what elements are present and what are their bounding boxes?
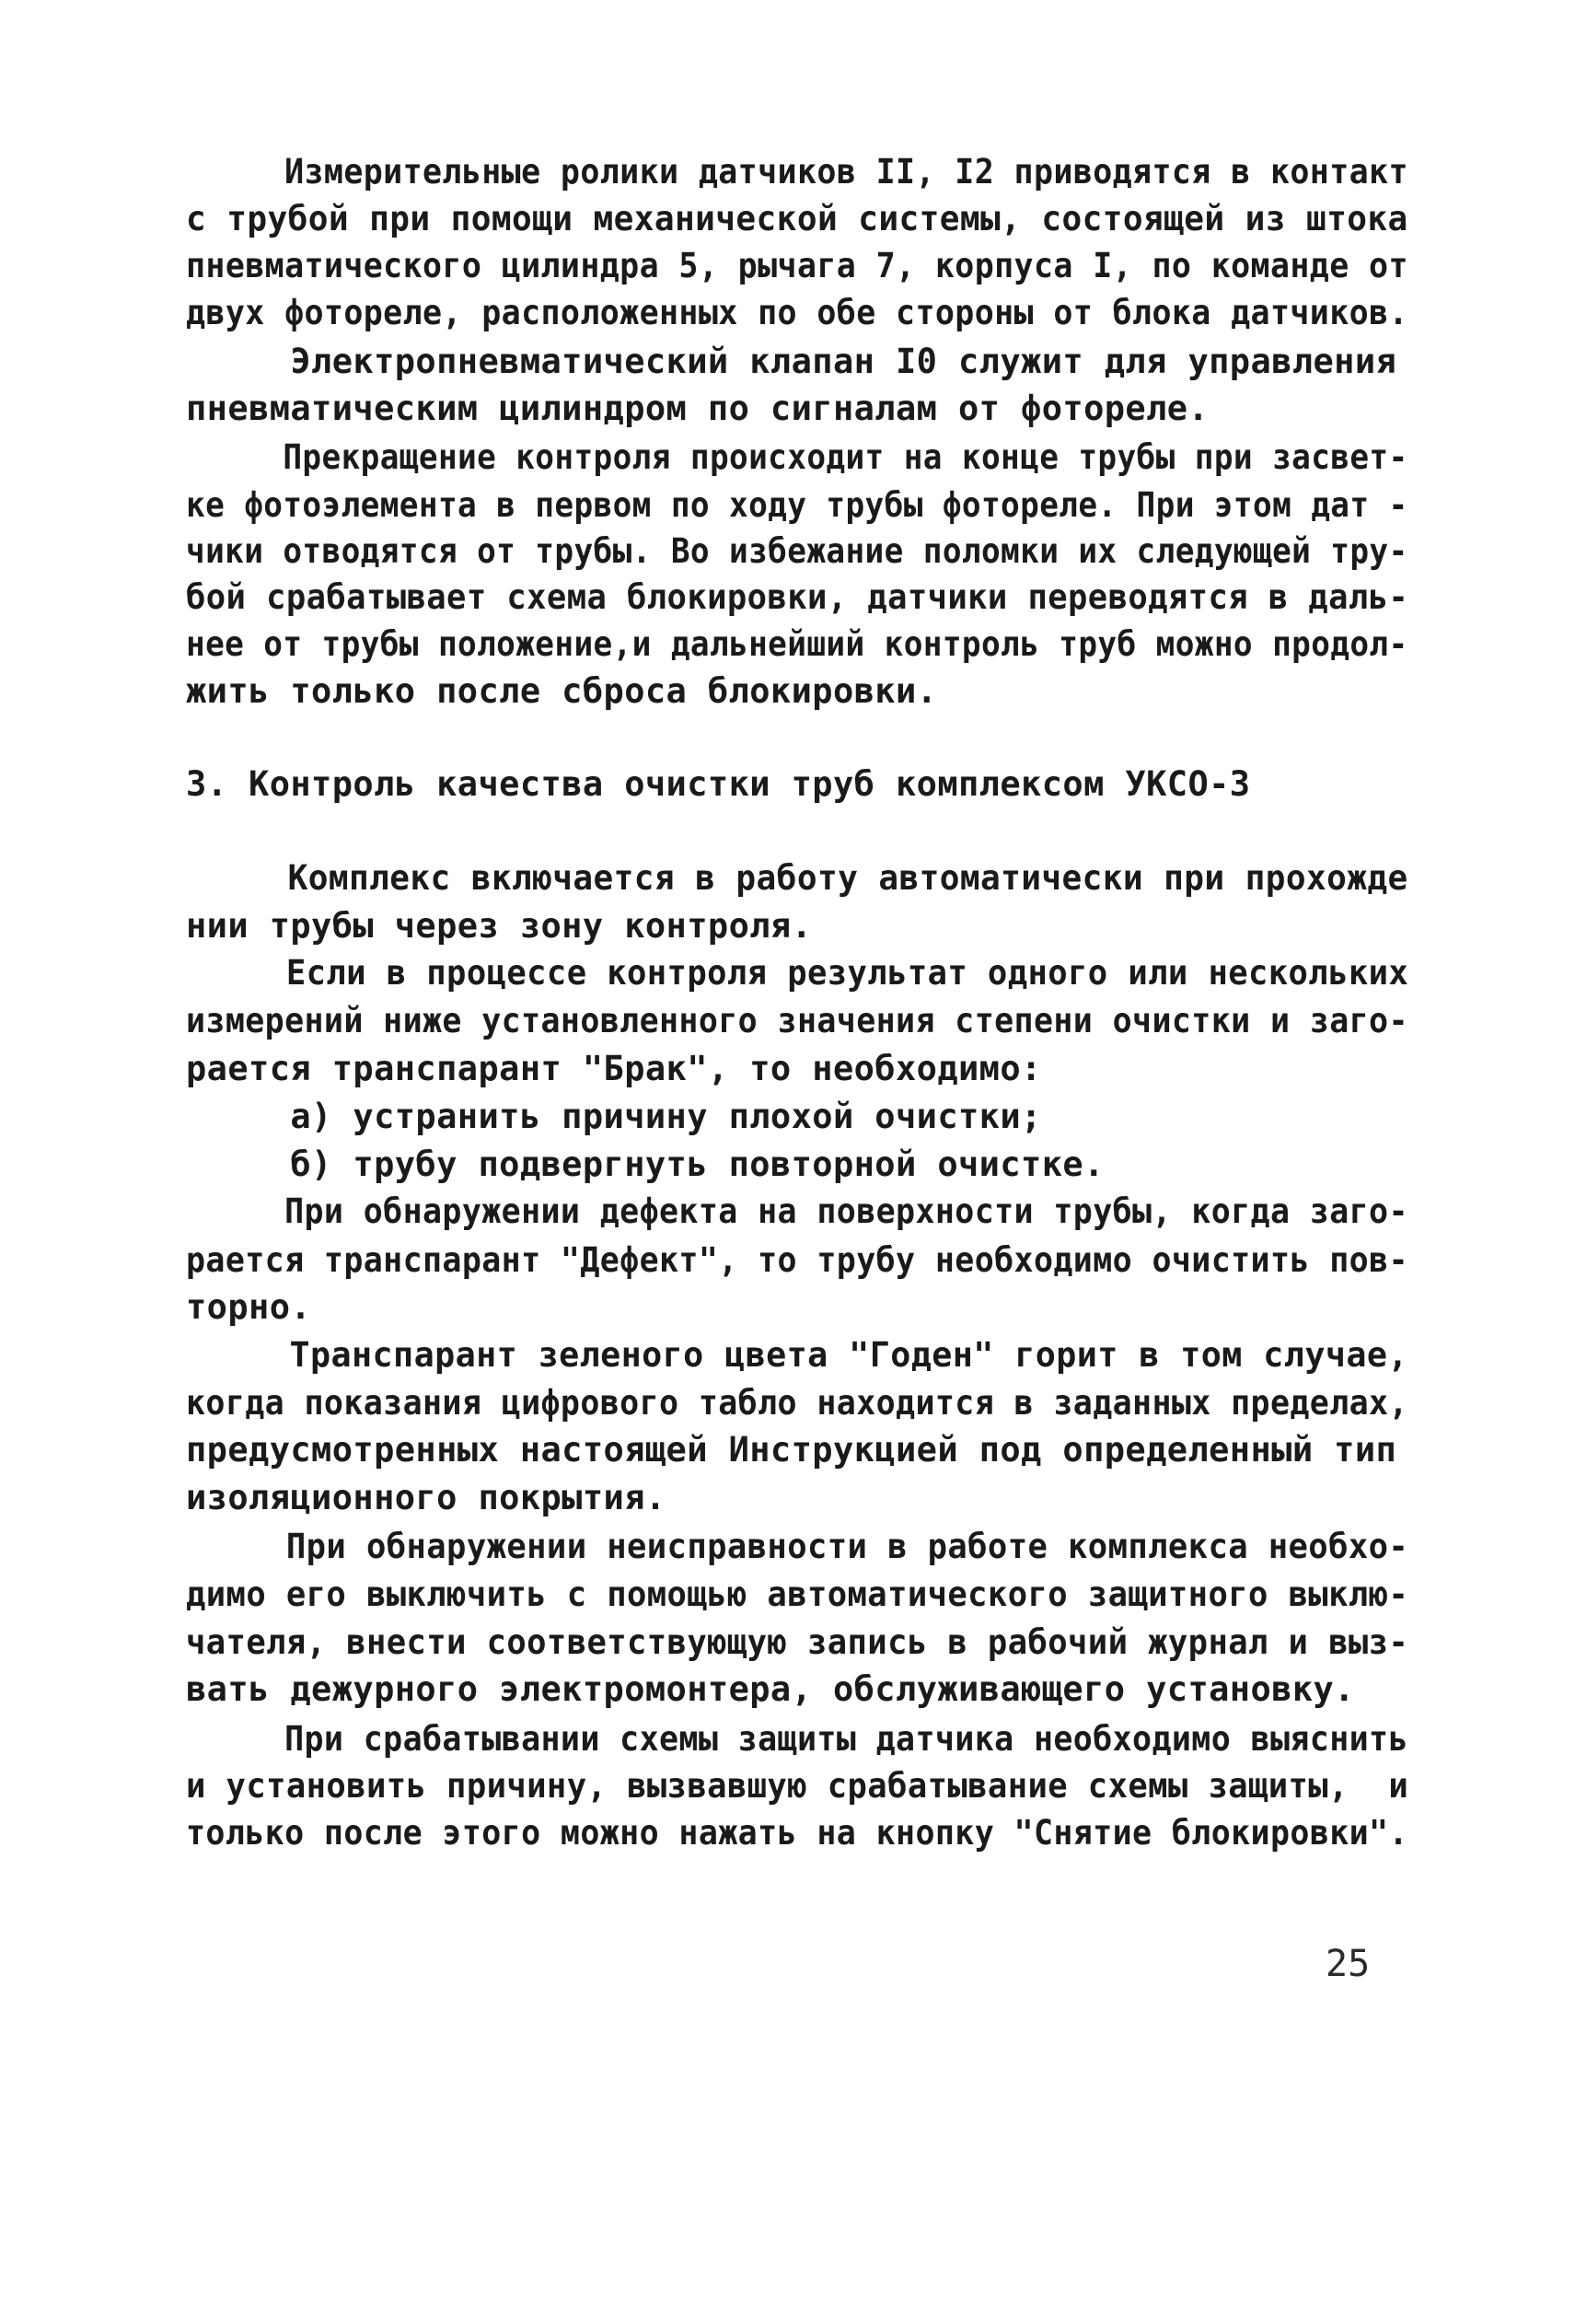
- text-line: только после этого можно нажать на кнопку "Снятие блокировки".: [186, 1813, 1408, 1853]
- text-line: Прекращение контроля происходит на конце трубы при засвет-: [186, 437, 1408, 477]
- text-line: торно.: [186, 1287, 312, 1327]
- text-line: Транспарант зеленого цвета "Годен" горит в том случае,: [186, 1335, 1408, 1375]
- text-line: нии трубы через зону контроля.: [186, 906, 813, 946]
- text-line: нее от трубы положение,и дальнейший контроль труб можно продол-: [186, 624, 1408, 664]
- text-line: При срабатывании схемы защиты датчика необходимо выяснить: [186, 1719, 1408, 1759]
- text-line: двух фотореле, расположенных по обе стороны от блока датчиков.: [186, 293, 1408, 332]
- text-line: когда показания цифрового табло находится в заданных пределах,: [186, 1383, 1408, 1423]
- text-line: измерений ниже установленного значения степени очистки и заго-: [186, 1001, 1408, 1040]
- text-line: жить только после сброса блокировки.: [186, 671, 938, 711]
- text-line: ке фотоэлемента в первом по ходу трубы фотореле. При этом дат -: [186, 485, 1408, 525]
- text-line: пневматического цилиндра 5, рычага 7, корпуса I, по команде от: [186, 246, 1408, 285]
- text-line: При обнаружении дефекта на поверхности трубы, когда заго-: [186, 1191, 1408, 1231]
- text-line: с трубой при помощи механической системы, состоящей из штока: [186, 199, 1408, 238]
- text-line: чателя, внести соответствующую запись в рабочий журнал и выз-: [186, 1622, 1409, 1662]
- text-line: чики отводятся от трубы. Во избежание поломки их следующей тру-: [186, 531, 1408, 571]
- list-item: а) устранить причину плохой очистки;: [186, 1097, 1042, 1136]
- text-line: предусмотренных настоящей Инструкцией под определенный тип: [186, 1430, 1397, 1470]
- section-heading: 3. Контроль качества очистки труб комплексом УКСО-3: [186, 764, 1251, 804]
- text-line: Электропневматический клапан I0 служит для управления: [186, 342, 1397, 381]
- page-number: 25: [1326, 1943, 1371, 1985]
- text-line: изоляционного покрытия.: [186, 1478, 666, 1517]
- text-line: Измерительные ролики датчиков II, I2 приводятся в контакт: [186, 152, 1408, 192]
- text-line: При обнаружении неисправности в работе комплекса необхо-: [186, 1527, 1409, 1566]
- text-line: и установить причину, вызвавшую срабатывание схемы защиты, и: [186, 1766, 1409, 1806]
- text-line: бой срабатывает схема блокировки, датчики переводятся в даль-: [186, 577, 1409, 617]
- text-line: Комплекс включается в работу автоматически при прохожде: [186, 858, 1408, 898]
- text-line: димо его выключить с помощью автоматического защитного выклю-: [186, 1575, 1409, 1614]
- text-line: рается транспарант "Брак", то необходимо:: [186, 1049, 1042, 1088]
- text-line: вать дежурного электромонтера, обслуживающего установку.: [186, 1669, 1355, 1709]
- text-line: пневматическим цилиндром по сигналам от фотореле.: [186, 389, 1210, 428]
- list-item: б) трубу подвергнуть повторной очистке.: [186, 1145, 1105, 1184]
- text-line: рается транспарант "Дефект", то трубу необходимо очистить пов-: [186, 1240, 1408, 1280]
- text-line: Если в процессе контроля результат одного или нескольких: [186, 953, 1409, 993]
